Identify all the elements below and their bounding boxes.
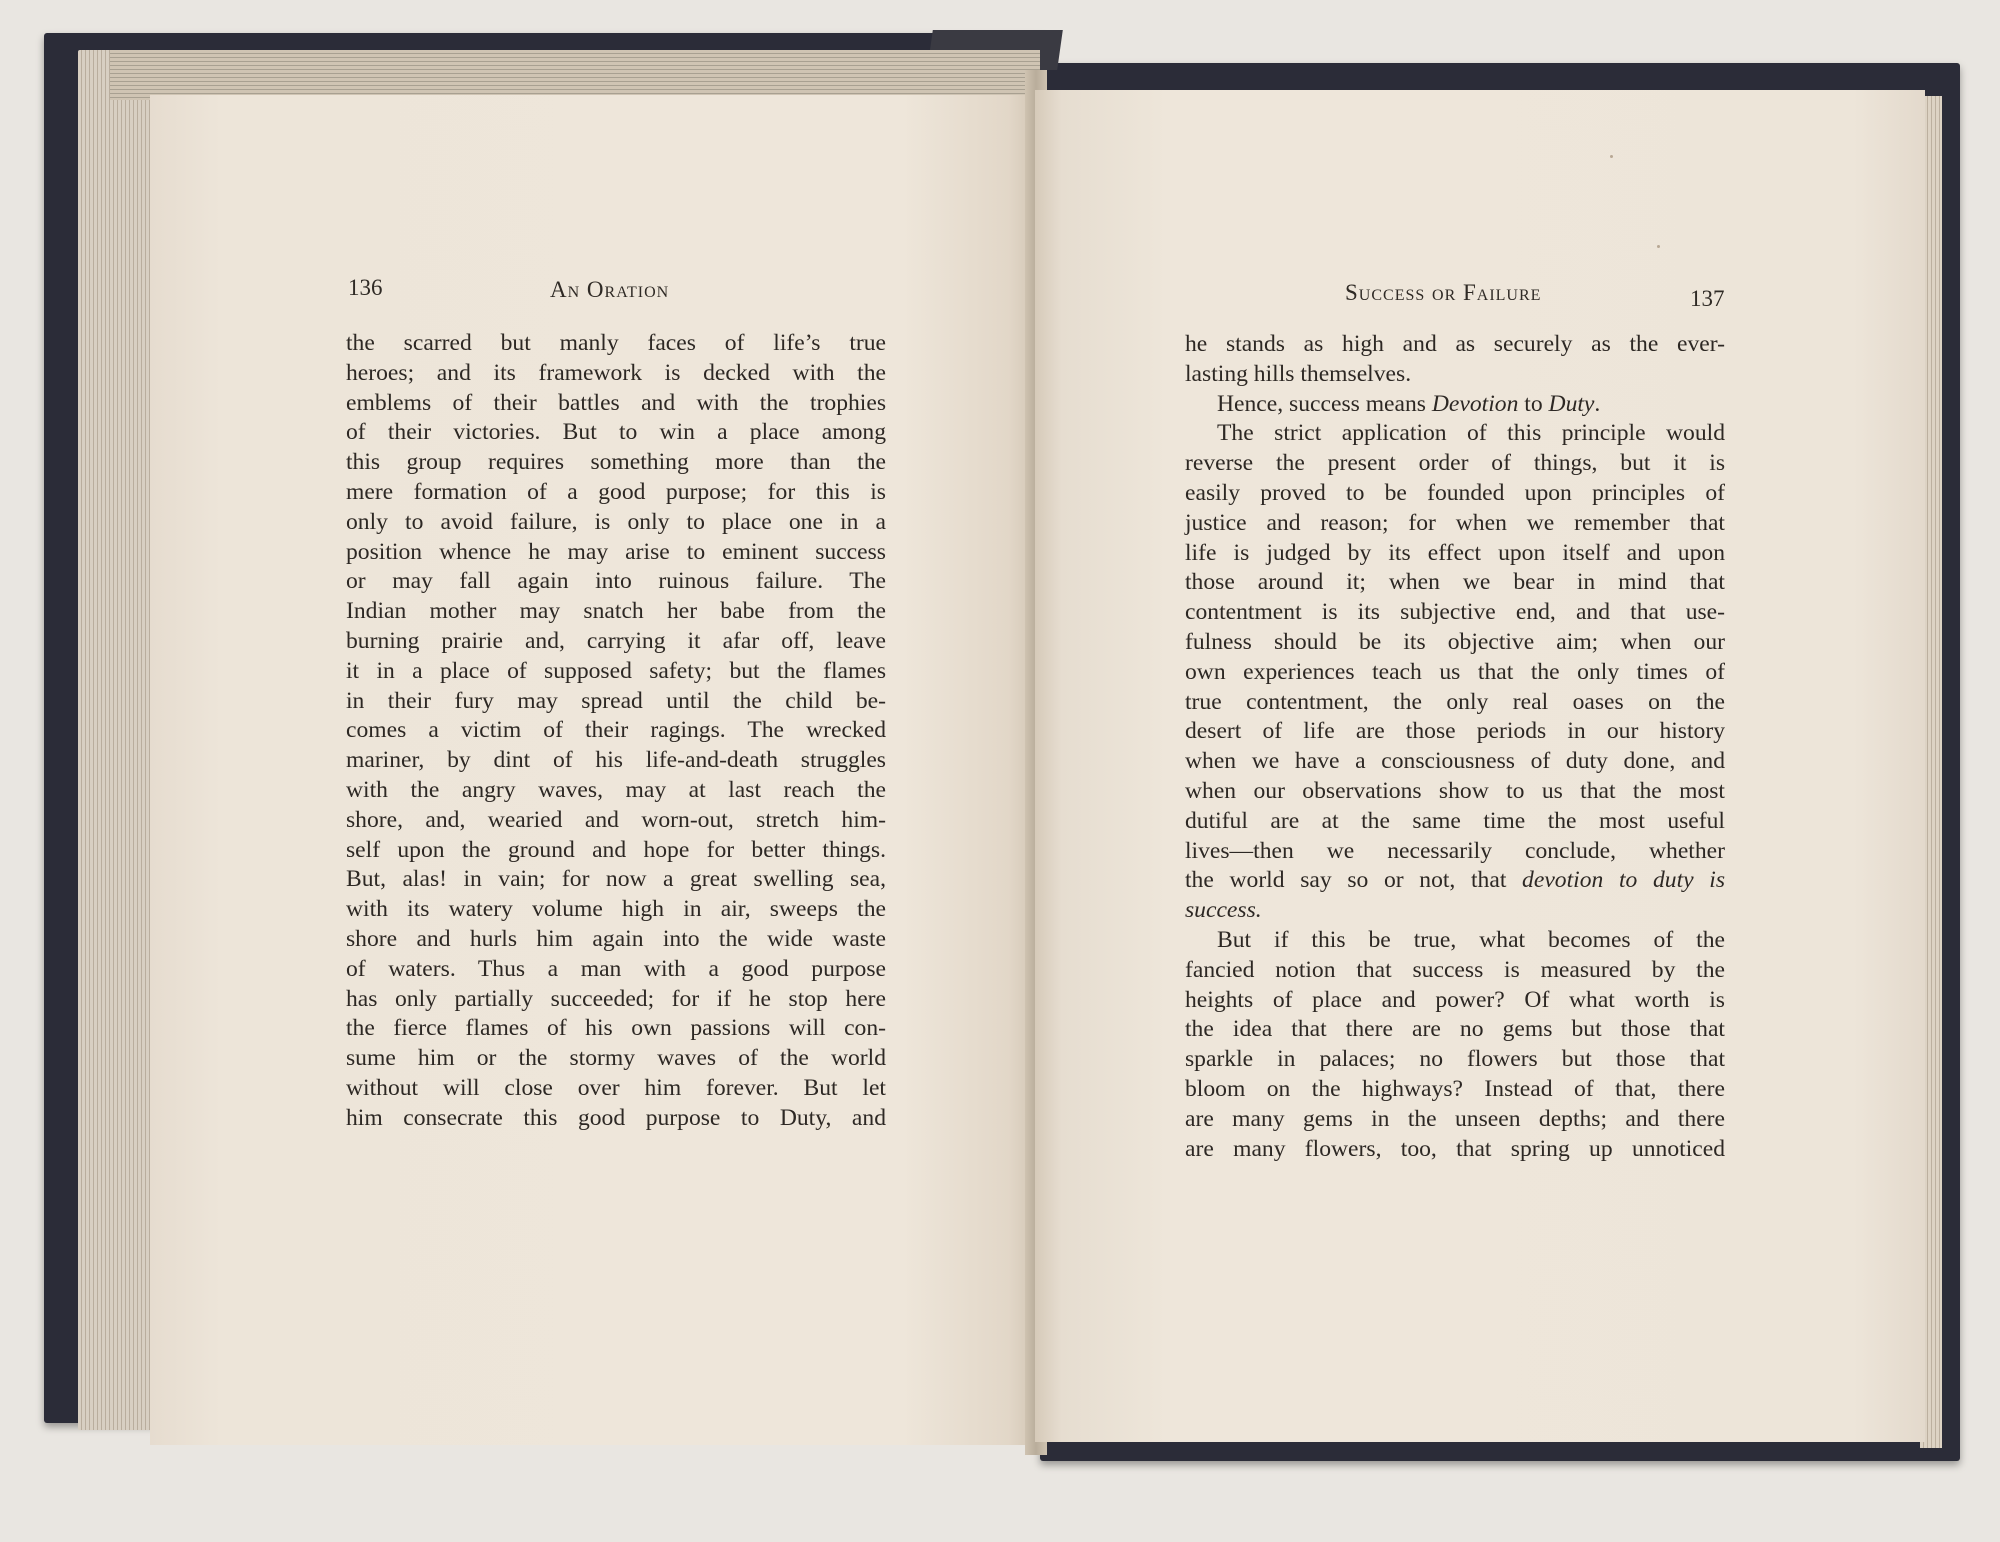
text-line: life is judged by its effect upon itself and upon	[1185, 539, 1725, 566]
left-body-text	[346, 329, 886, 1134]
text-line: heights of place and power? Of what worth is	[1185, 986, 1725, 1013]
text-line: has only partially succeeded; for if he stop here	[346, 985, 886, 1012]
italic-run: Devotion	[1431, 390, 1519, 417]
text-line: the fierce flames of his own passions will con-	[346, 1015, 886, 1042]
text-line: emblems of their battles and with the trophies	[346, 389, 886, 416]
text-line: true contentment, the only real oases on the	[1185, 688, 1725, 715]
text-line: shore and hurls him again into the wide waste	[346, 925, 886, 952]
text-line: bloom on the highways? Instead of that, there	[1185, 1075, 1725, 1102]
text-line: contentment is its subjective end, and that use-	[1185, 599, 1725, 626]
right-running-head: Success or Failure	[1345, 280, 1542, 305]
text-line: only to avoid failure, is only to place one in a	[346, 508, 886, 535]
text-line: own experiences teach us that the only times of	[1185, 658, 1725, 685]
text-line: sparkle in palaces; no flowers but those that	[1185, 1046, 1725, 1073]
text-line: justice and reason; for when we remember that	[1185, 509, 1725, 536]
page-edges-left	[78, 50, 158, 1430]
right-page-number: 137	[1690, 286, 1725, 311]
text-run: to	[1518, 390, 1549, 417]
text-line: him consecrate this good purpose to Duty, and	[346, 1104, 886, 1131]
text-line: lives—then we necessarily conclude, whether	[1185, 837, 1725, 864]
paper-speck	[1610, 155, 1613, 158]
italic-run: devotion to duty is	[1522, 867, 1725, 894]
text-line: Indian mother may snatch her babe from the	[346, 598, 886, 625]
italic-run: Duty	[1548, 390, 1595, 417]
text-line: in their fury may spread until the child be-	[346, 687, 886, 714]
text-line: heroes; and its framework is decked with the	[346, 359, 886, 386]
text-line: easily proved to be founded upon principles of	[1185, 479, 1725, 506]
text-line: without will close over him forever. But let	[346, 1074, 886, 1101]
text-line: shore, and, wearied and worn-out, stretch him-	[346, 806, 886, 833]
paper-speck	[1657, 245, 1660, 248]
text-run: .	[1594, 390, 1601, 417]
italic-run: success.	[1185, 897, 1262, 924]
text-line: when we have a consciousness of duty done, and	[1185, 748, 1725, 775]
text-line	[1185, 390, 1725, 420]
page-edges-top	[110, 50, 1040, 100]
text-line: are many flowers, too, that spring up unnoticed	[1185, 1135, 1725, 1162]
text-line: fancied notion that success is measured by the	[1185, 956, 1725, 983]
text-line	[1185, 866, 1725, 896]
text-line: are many gems in the unseen depths; and there	[1185, 1105, 1725, 1132]
text-line: The strict application of this principle would	[1217, 420, 1725, 447]
left-page	[150, 95, 1035, 1445]
text-line: desert of life are those periods in our history	[1185, 718, 1725, 745]
text-line: of waters. Thus a man with a good purpose	[346, 955, 886, 982]
text-line: the idea that there are no gems but those that	[1185, 1016, 1725, 1043]
text-line: with the angry waves, may at last reach the	[346, 776, 886, 803]
text-line: reverse the present order of things, but it is	[1185, 450, 1725, 477]
text-line: sume him or the stormy waves of the world	[346, 1045, 886, 1072]
text-line: self upon the ground and hope for better things.	[346, 836, 886, 863]
text-line: lasting hills themselves.	[1185, 360, 1412, 387]
text-line: he stands as high and as securely as the ever-	[1185, 331, 1725, 357]
text-line: it in a place of supposed safety; but the flames	[346, 657, 886, 684]
text-line: when our observations show to us that the most	[1185, 777, 1725, 804]
text-line: mariner, by dint of his life-and-death struggles	[346, 747, 886, 774]
text-run: Hence, success means	[1217, 390, 1432, 417]
text-line: dutiful are at the same time the most useful	[1185, 807, 1725, 834]
text-line: this group requires something more than the	[346, 449, 886, 476]
text-line: of their victories. But to win a place among	[346, 419, 886, 446]
text-line: those around it; when we bear in mind that	[1185, 569, 1725, 596]
left-running-head: An Oration	[550, 277, 670, 302]
text-line: fulness should be its objective aim; when our	[1185, 628, 1725, 655]
text-line: comes a victim of their ragings. The wrecked	[346, 717, 886, 744]
text-line: But if this be true, what becomes of the	[1217, 926, 1725, 953]
text-line: But, alas! in vain; for now a great swelling sea,	[346, 866, 886, 893]
right-body-text	[1185, 330, 1725, 1164]
text-line: mere formation of a good purpose; for this is	[346, 478, 886, 505]
text-line: position whence he may arise to eminent success	[346, 538, 886, 565]
text-line: the scarred but manly faces of life’s true	[346, 330, 886, 356]
text-line	[1185, 896, 1725, 926]
text-line: burning prairie and, carrying it afar off, leave	[346, 627, 886, 654]
text-line: or may fall again into ruinous failure. The	[346, 568, 886, 595]
right-page	[1035, 90, 1925, 1442]
text-line: with its watery volume high in air, sweeps the	[346, 896, 886, 923]
left-page-number: 136	[348, 275, 383, 300]
text-run: the world say so or not, that	[1185, 867, 1523, 894]
